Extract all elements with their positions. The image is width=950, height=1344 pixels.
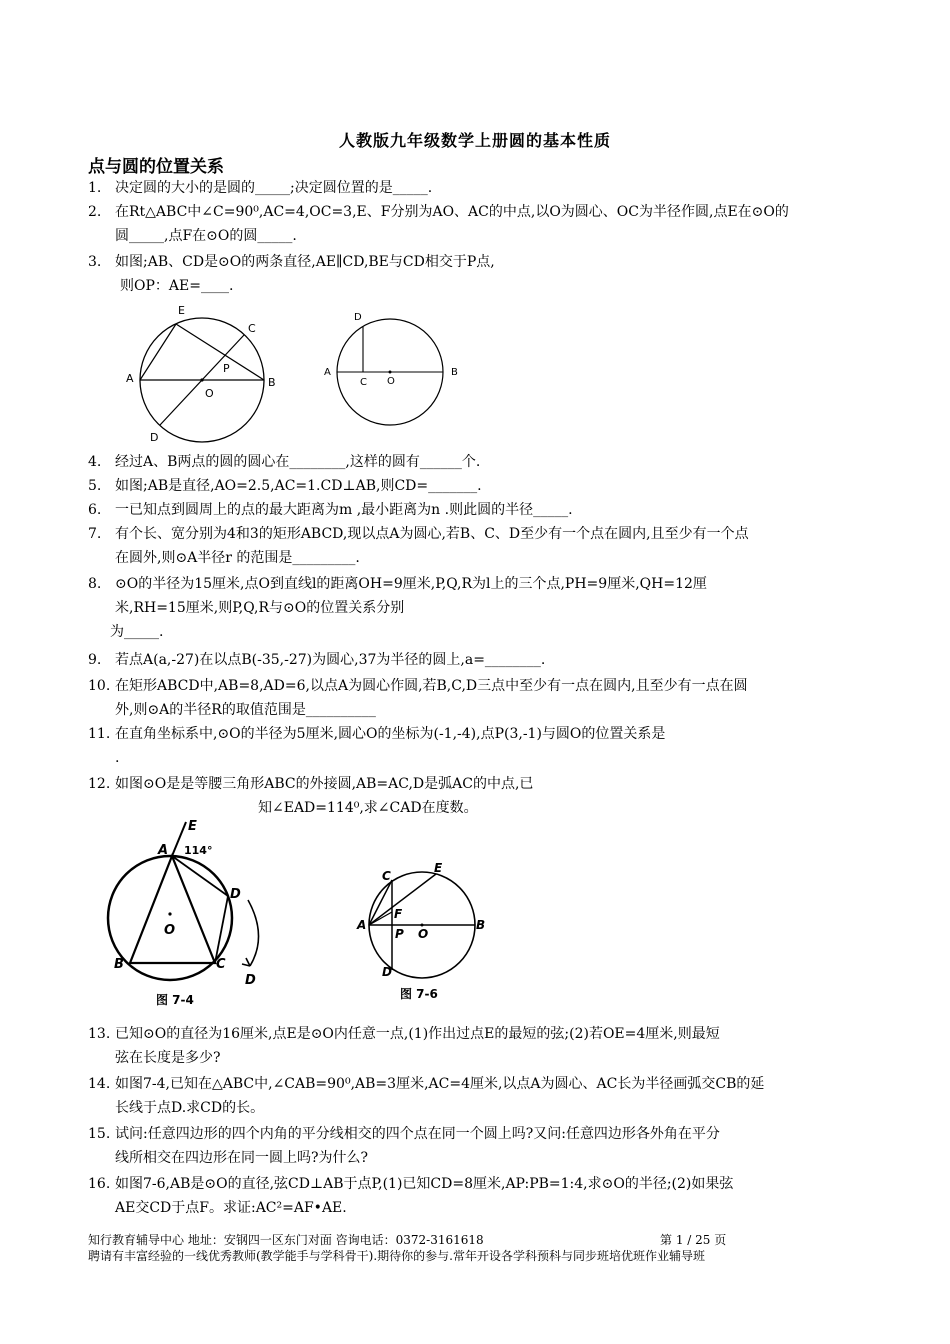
question-text: 试问:任意四边形的四个内角的平分线相交的四个点在同一个圆上吗?又问:任意四边形各外角在平分 bbox=[115, 1126, 720, 1142]
fig4-label-p: P bbox=[395, 927, 404, 941]
fig1-label-o: O bbox=[205, 387, 214, 400]
question-text: 如图7-4,已知在△ABC中,∠CAB=90⁰,AB=3厘米,AC=4厘米,以点A为圆心、AC长为半径画弧交CB的延 bbox=[115, 1076, 765, 1092]
question-text: ⊙O的半径为15厘米,点O到直线l的距离OH=9厘米,P,Q,R为l上的三个点,PH=9厘米,QH=12厘 bbox=[115, 576, 707, 592]
question-text: 如图⊙O是是等腰三角形ABC的外接圆,AB=AC,D是弧AC的中点,已 bbox=[115, 776, 534, 792]
question-number: 16. bbox=[88, 1176, 111, 1192]
page-title: 人教版九年级数学上册圆的基本性质 bbox=[338, 131, 611, 150]
question-8 bbox=[88, 572, 864, 644]
question-9 bbox=[88, 648, 864, 672]
question-11 bbox=[88, 722, 864, 770]
fig4-label-d: D bbox=[382, 965, 392, 979]
question-number: 14. bbox=[88, 1076, 111, 1092]
figure-7-6 bbox=[352, 858, 502, 1008]
fig3-label-o: O bbox=[164, 923, 176, 938]
question-text-cont: 线所相交在四边形在同一圆上吗?为什么? bbox=[115, 1150, 369, 1166]
question-text-cont: 则OP：AE=____. bbox=[120, 278, 234, 294]
question-4 bbox=[88, 450, 864, 474]
fig4-caption: 图 7-6 bbox=[400, 987, 438, 1001]
fig1-label-e: E bbox=[178, 304, 185, 317]
question-5 bbox=[88, 474, 864, 498]
section-heading: 点与圆的位置关系 bbox=[88, 157, 224, 177]
question-16 bbox=[88, 1172, 864, 1220]
question-13 bbox=[88, 1022, 864, 1070]
question-number: 11. bbox=[88, 726, 111, 742]
fig3-label-a: A bbox=[158, 843, 169, 858]
question-number: 13. bbox=[88, 1026, 111, 1042]
question-number: 7. bbox=[88, 526, 102, 542]
question-text: 若点A(a,-27)在以点B(-35,-27)为圆心,37为半径的圆上,a=________. bbox=[115, 652, 546, 668]
question-number: 4. bbox=[88, 454, 102, 470]
fig1-label-d: D bbox=[150, 431, 159, 444]
question-text: 经过A、B两点的圆的圆心在________,这样的圆有______个. bbox=[115, 454, 481, 470]
question-7 bbox=[88, 522, 864, 570]
question-14 bbox=[88, 1072, 864, 1120]
question-text: 如图;AB是直径,AO=2.5,AC=1.CD⊥AB,则CD=_______. bbox=[115, 478, 482, 494]
fig2-label-c: C bbox=[360, 377, 367, 388]
question-text-cont2: 为_____. bbox=[110, 624, 164, 640]
question-number: 8. bbox=[88, 576, 102, 592]
fig2-label-d: D bbox=[354, 312, 362, 323]
footer-contact: 知行教育辅导中心 地址：安钢四一区东门对面 咨询电话：0372-3161618 bbox=[88, 1233, 484, 1247]
question-2 bbox=[88, 200, 864, 248]
fig4-label-e: E bbox=[434, 861, 443, 875]
figure-circle-chord bbox=[318, 305, 468, 435]
question-number: 6. bbox=[88, 502, 102, 518]
question-text: 有个长、宽分别为4和3的矩形ABCD,现以点A为圆心,若B、C、D至少有一个点在圆内,且至少有一个点 bbox=[115, 526, 749, 542]
fig2-label-a: A bbox=[324, 367, 331, 378]
question-text-cont: 圆_____,点F在⊙O的圆_____. bbox=[115, 228, 297, 244]
question-text-cont: 知∠EAD=114⁰,求∠CAD在度数。 bbox=[258, 800, 478, 816]
question-text-cont: 外,则⊙A的半径R的取值范围是__________ bbox=[115, 702, 376, 718]
question-text: 已知⊙O的直径为16厘米,点E是⊙O内任意一点,(1)作出过点E的最短的弦;(2)若OE=4厘米,则最短 bbox=[115, 1026, 720, 1042]
question-number: 2. bbox=[88, 204, 102, 220]
question-text: 一已知点到圆周上的点的最大距离为m ,最小距离为n .则此圆的半径_____. bbox=[115, 502, 573, 518]
question-number: 12. bbox=[88, 776, 111, 792]
fig3-label-e: E bbox=[188, 819, 197, 834]
question-number: 5. bbox=[88, 478, 102, 494]
question-number: 1. bbox=[88, 180, 102, 196]
fig3-label-b: B bbox=[114, 957, 124, 972]
question-text-cont: 在圆外,则⊙A半径r 的范围是_________. bbox=[115, 550, 360, 566]
question-number: 9. bbox=[88, 652, 102, 668]
fig4-label-c: C bbox=[382, 869, 391, 883]
question-12 bbox=[88, 772, 864, 820]
fig1-label-c: C bbox=[248, 322, 256, 335]
fig4-label-b: B bbox=[476, 918, 486, 932]
fig3-caption: 图 7-4 bbox=[156, 993, 194, 1007]
question-number: 15. bbox=[88, 1126, 111, 1142]
fig1-label-a: A bbox=[126, 372, 134, 385]
figure-circle-diameters bbox=[120, 298, 290, 448]
question-text: 在直角坐标系中,⊙O的半径为5厘米,圆心O的坐标为(-1,-4),点P(3,-1)与圆O的位置关系是 bbox=[115, 726, 666, 742]
question-text: 在Rt△ABC中∠C=90⁰,AC=4,OC=3,E、F分别为AO、AC的中点,以O为圆心、OC为半径作圆,点E在⊙O的 bbox=[115, 204, 789, 220]
figure-7-4 bbox=[100, 818, 280, 1018]
fig1-label-b: B bbox=[268, 376, 276, 389]
question-number: 10. bbox=[88, 678, 111, 694]
fig3-label-c: C bbox=[216, 957, 226, 972]
fig2-label-o: O bbox=[387, 376, 395, 387]
question-number: 3. bbox=[88, 254, 102, 270]
question-text: 决定圆的大小的是圆的_____;决定圆位置的是_____. bbox=[115, 180, 433, 196]
question-text-cont: 长线于点D.求CD的长。 bbox=[115, 1100, 265, 1116]
fig3-label-d: D bbox=[230, 887, 241, 902]
question-6 bbox=[88, 498, 864, 522]
question-text-cont: 弦在长度是多少? bbox=[115, 1050, 221, 1066]
fig1-label-p: P bbox=[223, 362, 230, 375]
fig4-label-f: F bbox=[394, 907, 403, 921]
question-1 bbox=[88, 176, 864, 200]
fig4-label-a: A bbox=[357, 918, 367, 932]
question-3 bbox=[88, 250, 864, 298]
question-text: 如图7-6,AB是⊙O的直径,弦CD⊥AB于点P,(1)已知CD=8厘米,AP:PB=1:4,求⊙O的半径;(2)如果弦 bbox=[115, 1176, 734, 1192]
footer-page-number: 第 1 / 25 页 bbox=[660, 1233, 727, 1247]
question-15 bbox=[88, 1122, 864, 1170]
fig3-label-d2: D bbox=[245, 973, 256, 988]
question-text-cont: AE交CD于点F。求证:AC²=AF•AE. bbox=[115, 1200, 347, 1216]
fig2-label-b: B bbox=[451, 367, 458, 378]
fig4-label-o: O bbox=[418, 927, 429, 941]
footer-recruit: 聘请有丰富经验的一线优秀教师(教学能手与学科骨干).期待你的参与.常年开设各学科预科与同步班培优班作业辅导班 bbox=[88, 1249, 705, 1263]
question-text-cont: 米,RH=15厘米,则P,Q,R与⊙O的位置关系分别 bbox=[115, 600, 405, 616]
fig3-label-114: 114° bbox=[184, 844, 213, 857]
question-10 bbox=[88, 674, 864, 722]
question-text: 如图;AB、CD是⊙O的两条直径,AE∥CD,BE与CD相交于P点, bbox=[115, 254, 495, 270]
question-text: 在矩形ABCD中,AB=8,AD=6,以点A为圆心作圆,若B,C,D三点中至少有一点在圆内,且至少有一点在圆 bbox=[115, 678, 748, 694]
question-text-cont: . bbox=[115, 750, 120, 766]
